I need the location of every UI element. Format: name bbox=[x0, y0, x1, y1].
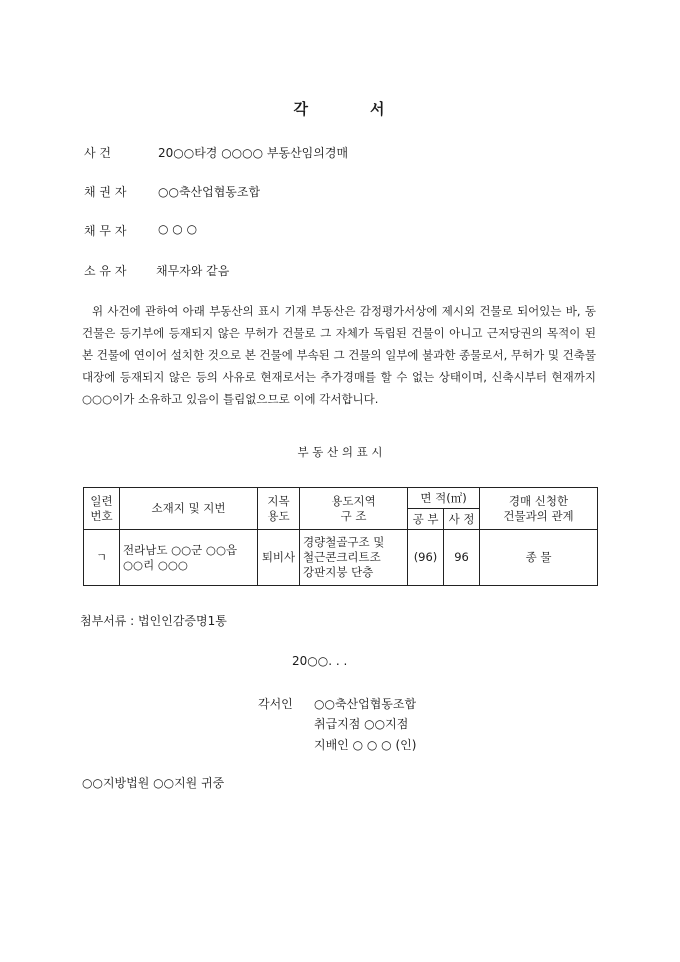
date-line: 20○○. . . bbox=[292, 654, 348, 668]
signer-label: 각서인 bbox=[258, 697, 293, 711]
header-jimok: 지목 용도 bbox=[258, 488, 300, 530]
header-location: 소재지 및 지번 bbox=[120, 488, 258, 530]
header-area-official: 공 부 bbox=[408, 509, 444, 530]
debtor-label: 채 무 자 bbox=[84, 224, 127, 238]
document-title bbox=[0, 98, 680, 119]
header-zone-structure: 용도지역 구 조 bbox=[300, 488, 408, 530]
creditor-label: 채 권 자 bbox=[84, 185, 127, 199]
cell-relation: 종 물 bbox=[480, 530, 598, 586]
debtor-value: ○ ○ ○ bbox=[158, 222, 198, 236]
creditor-value: ○○축산업협동조합 bbox=[158, 185, 261, 199]
signer-manager: 지배인 ○ ○ ○ (인) bbox=[314, 738, 417, 752]
cell-location: 전라남도 ○○군 ○○읍 ○○리 ○○○ bbox=[120, 530, 258, 586]
body-paragraph: 위 사건에 관하여 아래 부동산의 표시 기재 부동산은 감정평가서상에 제시외 건물로 되어있는 바, 동 건물은 등기부에 등재되지 않은 무허가 건물로 그 자체가 독립된 건물이 아니고 근저당권의 목적이 된 본 건물에 연이어 설치한 것으로 본 건물에 부속된 그 건물의 일부에 불과한 종물로서, 무허가 및 건축물대장에 등재되지 않은 등의 사유로 현재로서는 추가경매를 할 수 없는 상태이며, 신축시부터 현재까지 ○○○이가 소유하고 있음이 틀림없으므로 이에 각서합니다. bbox=[82, 304, 596, 406]
owner-label: 소 유 자 bbox=[84, 264, 127, 278]
title-part-1: 각 bbox=[293, 100, 310, 118]
signer-organization: ○○축산업협동조합 bbox=[314, 697, 417, 711]
property-table bbox=[83, 487, 598, 586]
property-section-title: 부 동 산 의 표 시 bbox=[297, 445, 383, 459]
case-value: 20○○타경 ○○○○ 부동산임의경매 bbox=[158, 146, 349, 160]
signer-branch: 취급지점 ○○지점 bbox=[314, 717, 409, 731]
owner-value: 채무자와 같음 bbox=[156, 264, 230, 278]
cell-serial-no: ㄱ bbox=[84, 530, 120, 586]
title-part-2: 서 bbox=[370, 100, 387, 118]
header-serial-no: 일련 번호 bbox=[84, 488, 120, 530]
cell-structure: 경량철골구조 및 철근콘크리트조 강판지붕 단층 bbox=[300, 530, 408, 586]
header-relation: 경매 신청한 건물과의 관계 bbox=[480, 488, 598, 530]
cell-jimok: 퇴비사 bbox=[258, 530, 300, 586]
header-area: 면 적(㎡) bbox=[408, 488, 480, 509]
cell-area-official: (96) bbox=[408, 530, 444, 586]
cell-area-actual: 96 bbox=[444, 530, 480, 586]
case-label: 사 건 bbox=[84, 146, 111, 160]
header-area-actual: 사 정 bbox=[444, 509, 480, 530]
court-addressee: ○○지방법원 ○○지원 귀중 bbox=[82, 776, 225, 790]
attachment-note: 첨부서류 : 법인인감증명1통 bbox=[80, 614, 227, 628]
table-row bbox=[84, 530, 598, 586]
